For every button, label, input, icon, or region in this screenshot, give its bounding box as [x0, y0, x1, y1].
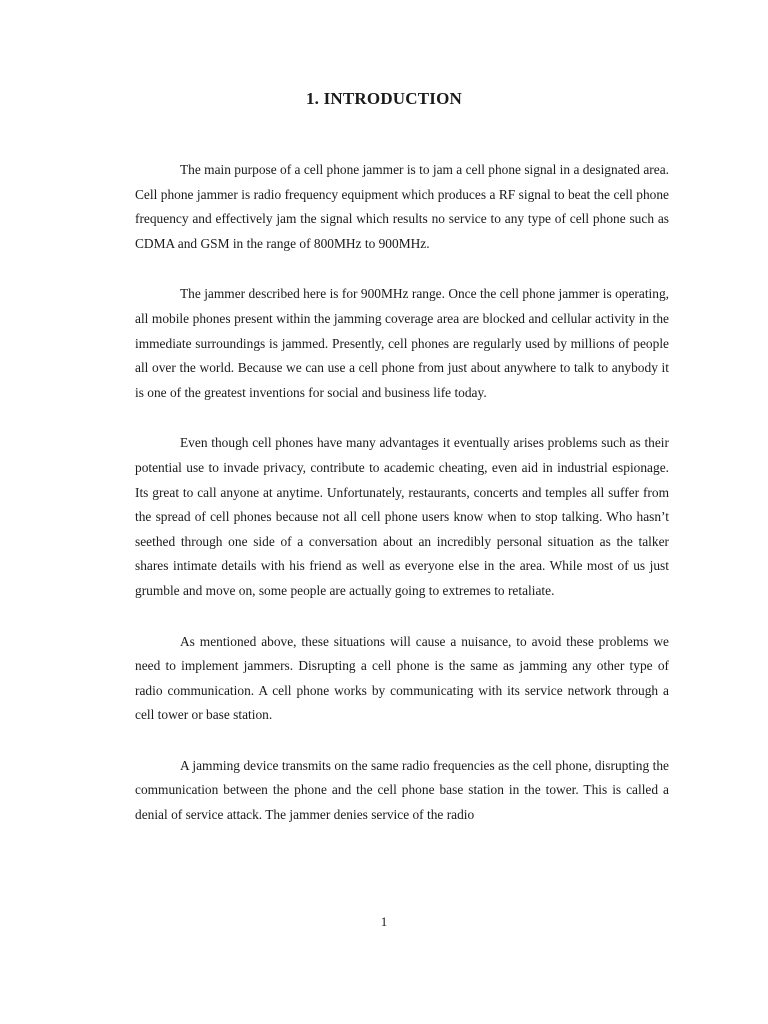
paragraph: A jamming device transmits on the same radio frequencies as the cell phone, disrupting the communication between the phone and the cell phone base station in the tower. This is called a denial of service attack. The jammer denies service of the radio	[135, 757, 669, 823]
paragraph: Even though cell phones have many advantages it eventually arises problems such as their potential use to invade privacy, contribute to academic cheating, even aid in industrial espionage. Its great to call anyone at anytime. Unfortunately, restaurants, concerts and temples all suffer from the spread of cell phones because not all cell phone users know when to stop talking. Who hasn’t seethed through one side of a conversation about an incredibly personal situation as the talker shares intimate details with his friend as well as everyone else in the area. While most of us just grumble and move on, some people are actually going to extremes to retaliate.	[135, 435, 669, 598]
paragraph: The jammer described here is for 900MHz range. Once the cell phone jammer is operating, all mobile phones present within the jamming coverage area are blocked and cellular activity in the immediate surroundings is jammed. Presently, cell phones are regularly used by millions of people all over the world. Because we can use a cell phone from just about anywhere to talk to anybody it is one of the greatest inventions for social and business life today.	[135, 286, 669, 400]
page-number: 1	[380, 914, 388, 929]
section-heading: 1. INTRODUCTION	[305, 89, 463, 108]
body-text	[135, 158, 669, 828]
paragraph: As mentioned above, these situations will cause a nuisance, to avoid these problems we need to implement jammers. Disrupting a cell phone is the same as jamming any other type of radio communication. A cell phone works by communicating with its service network through a cell tower or base station.	[135, 633, 669, 723]
paragraph: The main purpose of a cell phone jammer is to jam a cell phone signal in a designated area. Cell phone jammer is radio frequency equipment which produces a RF signal to beat the cell phone frequency and effectively jam the signal which results no service to any type of cell phone such as CDMA and GSM in the range of 800MHz to 900MHz.	[135, 162, 669, 251]
